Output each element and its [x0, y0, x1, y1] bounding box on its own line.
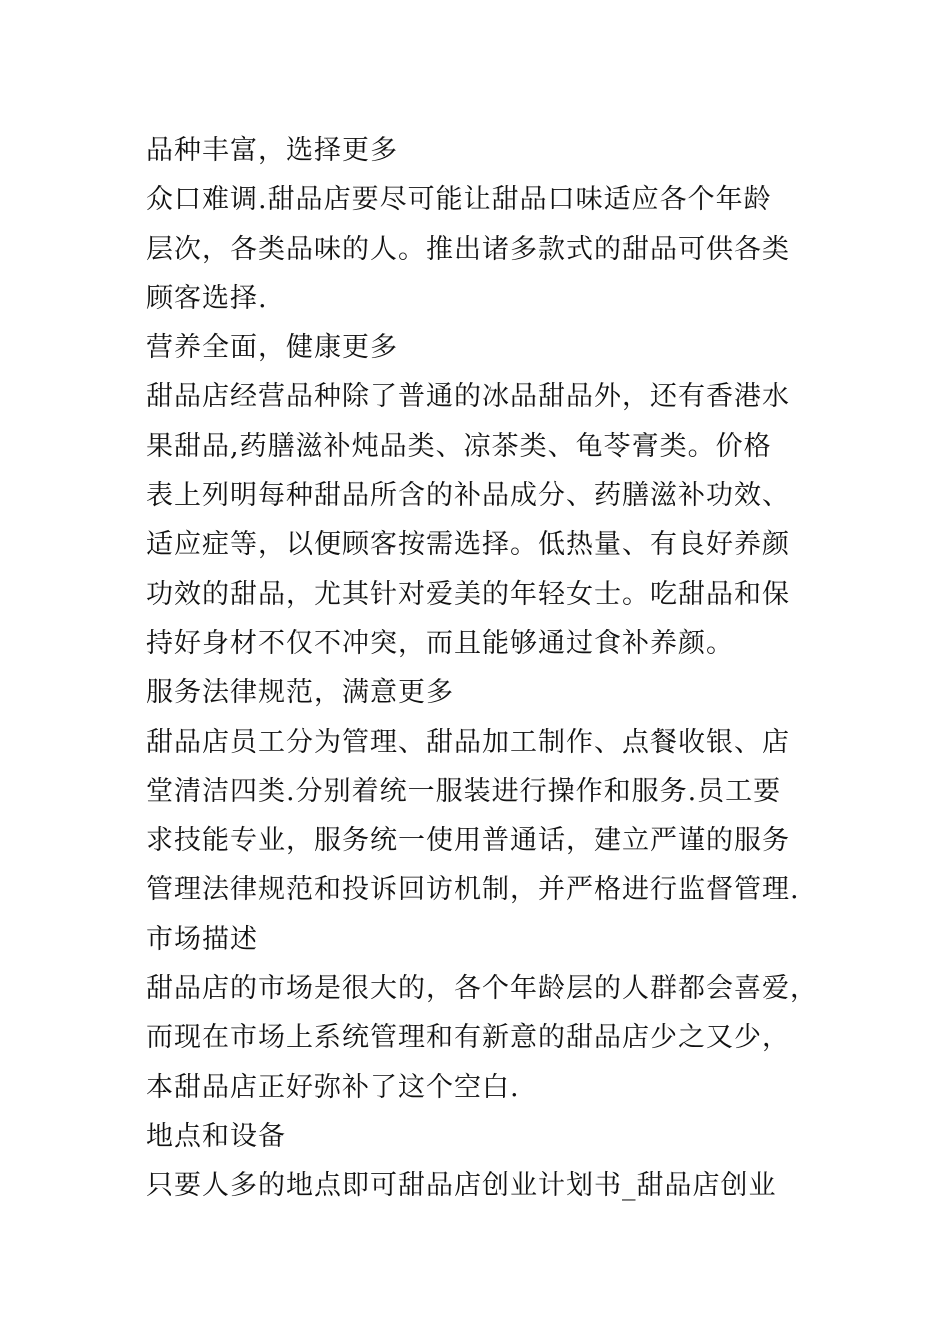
paragraph-line: 持好身材不仅不冲突，而且能够通过食补养颜。 [146, 627, 734, 659]
paragraph-line: 表上列明每种甜品所含的补品成分、药膳滋补功效、 [146, 480, 790, 512]
paragraph-line: 管理法律规范和投诉回访机制，并严格进行监督管理. [146, 874, 800, 906]
paragraph-line: 果甜品,药膳滋补炖品类、凉茶类、龟苓膏类。价格 [146, 430, 772, 462]
document-page [146, 126, 836, 1211]
heading-nutrition: 营养全面，健康更多 [146, 332, 398, 364]
paragraph-line: 层次，各类品味的人。推出诸多款式的甜品可供各类 [146, 233, 790, 265]
heading-market: 市场描述 [146, 923, 258, 955]
paragraph-line: 功效的甜品，尤其针对爱美的年轻女士。吃甜品和保 [146, 578, 790, 610]
paragraph-line: 甜品店员工分为管理、甜品加工制作、点餐收银、店 [146, 726, 790, 758]
paragraph-line: 众口难调.甜品店要尽可能让甜品口味适应各个年龄 [146, 184, 772, 216]
heading-service: 服务法律规范，满意更多 [146, 677, 454, 709]
paragraph-line: 堂清洁四类.分别着统一服装进行操作和服务.员工要 [146, 775, 782, 807]
paragraph-line: 只要人多的地点即可甜品店创业计划书_甜品店创业 [146, 1170, 777, 1202]
heading-variety: 品种丰富，选择更多 [146, 135, 398, 166]
heading-location: 地点和设备 [146, 1120, 286, 1152]
paragraph-line: 甜品店经营品种除了普通的冰品甜品外，还有香港水 [146, 381, 790, 413]
paragraph-line: 适应症等，以便顾客按需选择。低热量、有良好养颜 [146, 529, 790, 561]
paragraph-line: 本甜品店正好弥补了这个空白. [146, 1071, 520, 1103]
paragraph-line: 求技能专业，服务统一使用普通话，建立严谨的服务 [146, 825, 790, 857]
paragraph-line: 顾客选择. [146, 282, 268, 314]
paragraph-line: 甜品店的市场是很大的，各个年龄层的人群都会喜爱， [146, 973, 818, 1005]
paragraph-line: 而现在市场上系统管理和有新意的甜品店少之又少， [146, 1022, 790, 1054]
